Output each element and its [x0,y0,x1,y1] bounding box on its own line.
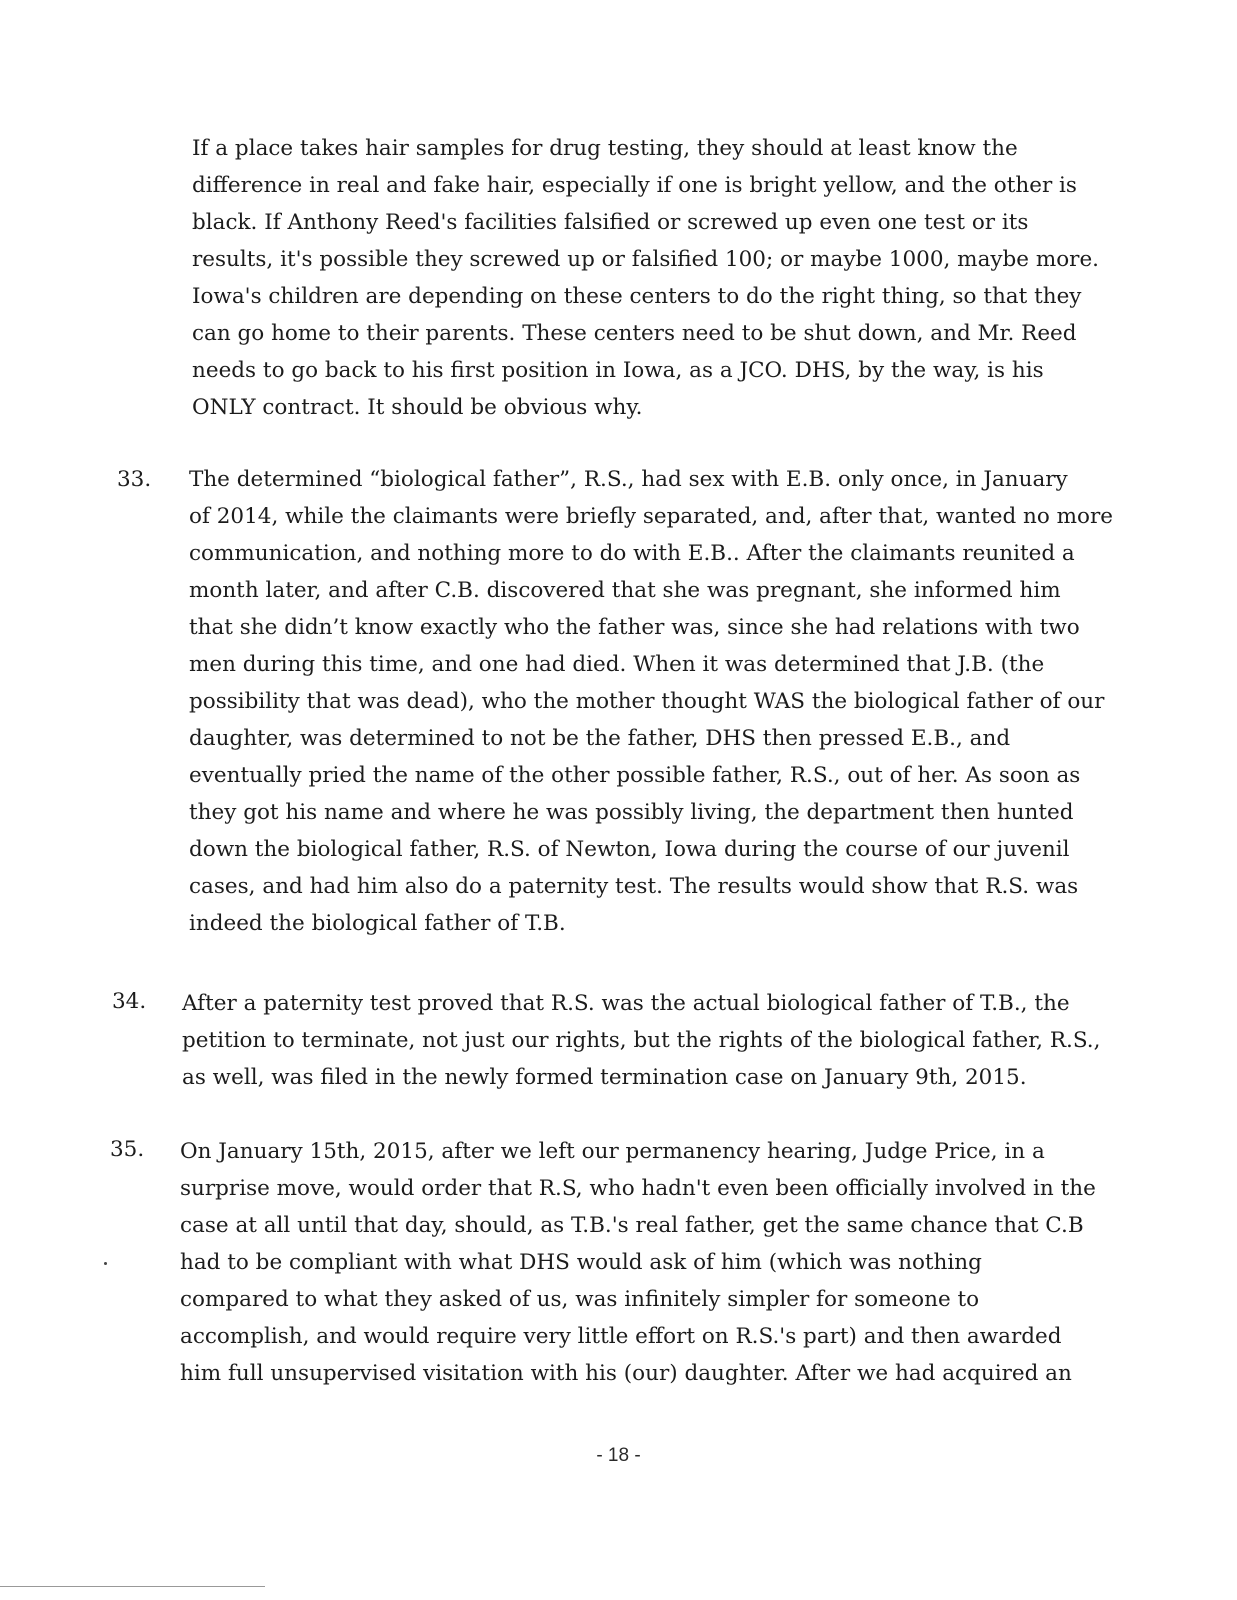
text-line: daughter, was determined to not be the father, DHS then pressed E.B., and [189,726,1011,751]
text-line: that she didn’t know exactly who the father was, since she had relations with two [189,615,1080,640]
text-line: cases, and had him also do a paternity test. The results would show that R.S. was [189,874,1079,899]
text-line: black. If Anthony Reed's facilities falsified or screwed up even one test or its [192,210,1029,235]
text-line: communication, and nothing more to do with E.B.. After the claimants reunited a [189,541,1075,566]
paragraph-34 [182,985,1112,1096]
paragraph-number-33: 33. [117,467,152,492]
text-line: petition to terminate, not just our rights, but the rights of the biological father, R.S., [182,1028,1101,1053]
text-line: possibility that was dead), who the mother thought WAS the biological father of our [189,689,1105,714]
text-line: If a place takes hair samples for drug testing, they should at least know the [192,136,1018,161]
text-line: him full unsupervised visitation with his (our) daughter. After we had acquired an [180,1361,1072,1386]
text-line: they got his name and where he was possibly living, the department then hunted [189,800,1074,825]
text-line: indeed the biological father of T.B. [189,911,566,936]
text-line: can go home to their parents. These centers need to be shut down, and Mr. Reed [192,321,1077,346]
text-line: needs to go back to his first position in Iowa, as a JCO. DHS, by the way, is his [192,358,1044,383]
paragraph-33 [189,461,1119,942]
text-line: surprise move, would order that R.S, who hadn't even been officially involved in the [180,1176,1096,1201]
text-line: case at all until that day, should, as T.B.'s real father, get the same chance that C.B [180,1213,1084,1238]
text-line: down the biological father, R.S. of Newton, Iowa during the course of our juvenil [189,837,1070,862]
paragraph-35 [180,1133,1110,1392]
text-line: month later, and after C.B. discovered that she was pregnant, she informed him [189,578,1061,603]
text-line: On January 15th, 2015, after we left our permanency hearing, Judge Price, in a [180,1139,1045,1164]
text-line: After a paternity test proved that R.S. was the actual biological father of T.B., the [182,991,1070,1016]
bottom-rule [0,1586,265,1587]
scan-speck [104,1262,107,1265]
text-line: men during this time, and one had died. When it was determined that J.B. (the [189,652,1045,677]
text-line: as well, was filed in the newly formed termination case on January 9th, 2015. [182,1065,1027,1090]
text-line: results, it's possible they screwed up or falsified 100; or maybe 1000, maybe more. [192,247,1100,272]
page-number: - 18 - [596,1445,641,1466]
paragraph-number-35: 35. [110,1137,145,1162]
text-line: Iowa's children are depending on these centers to do the right thing, so that they [192,284,1082,309]
text-line: of 2014, while the claimants were briefly separated, and, after that, wanted no more [189,504,1113,529]
text-line: compared to what they asked of us, was infinitely simpler for someone to [180,1287,980,1312]
paragraph-number-34: 34. [112,989,147,1014]
continuation-paragraph [192,130,1122,426]
text-line: difference in real and fake hair, especially if one is bright yellow, and the other is [192,173,1077,198]
text-line: had to be compliant with what DHS would ask of him (which was nothing [180,1250,982,1275]
text-line: eventually pried the name of the other possible father, R.S., out of her. As soon as [189,763,1081,788]
text-line: ONLY contract. It should be obvious why. [192,395,643,420]
text-line: accomplish, and would require very little effort on R.S.'s part) and then awarded [180,1324,1062,1349]
text-line: The determined “biological father”, R.S., had sex with E.B. only once, in January [189,467,1068,492]
